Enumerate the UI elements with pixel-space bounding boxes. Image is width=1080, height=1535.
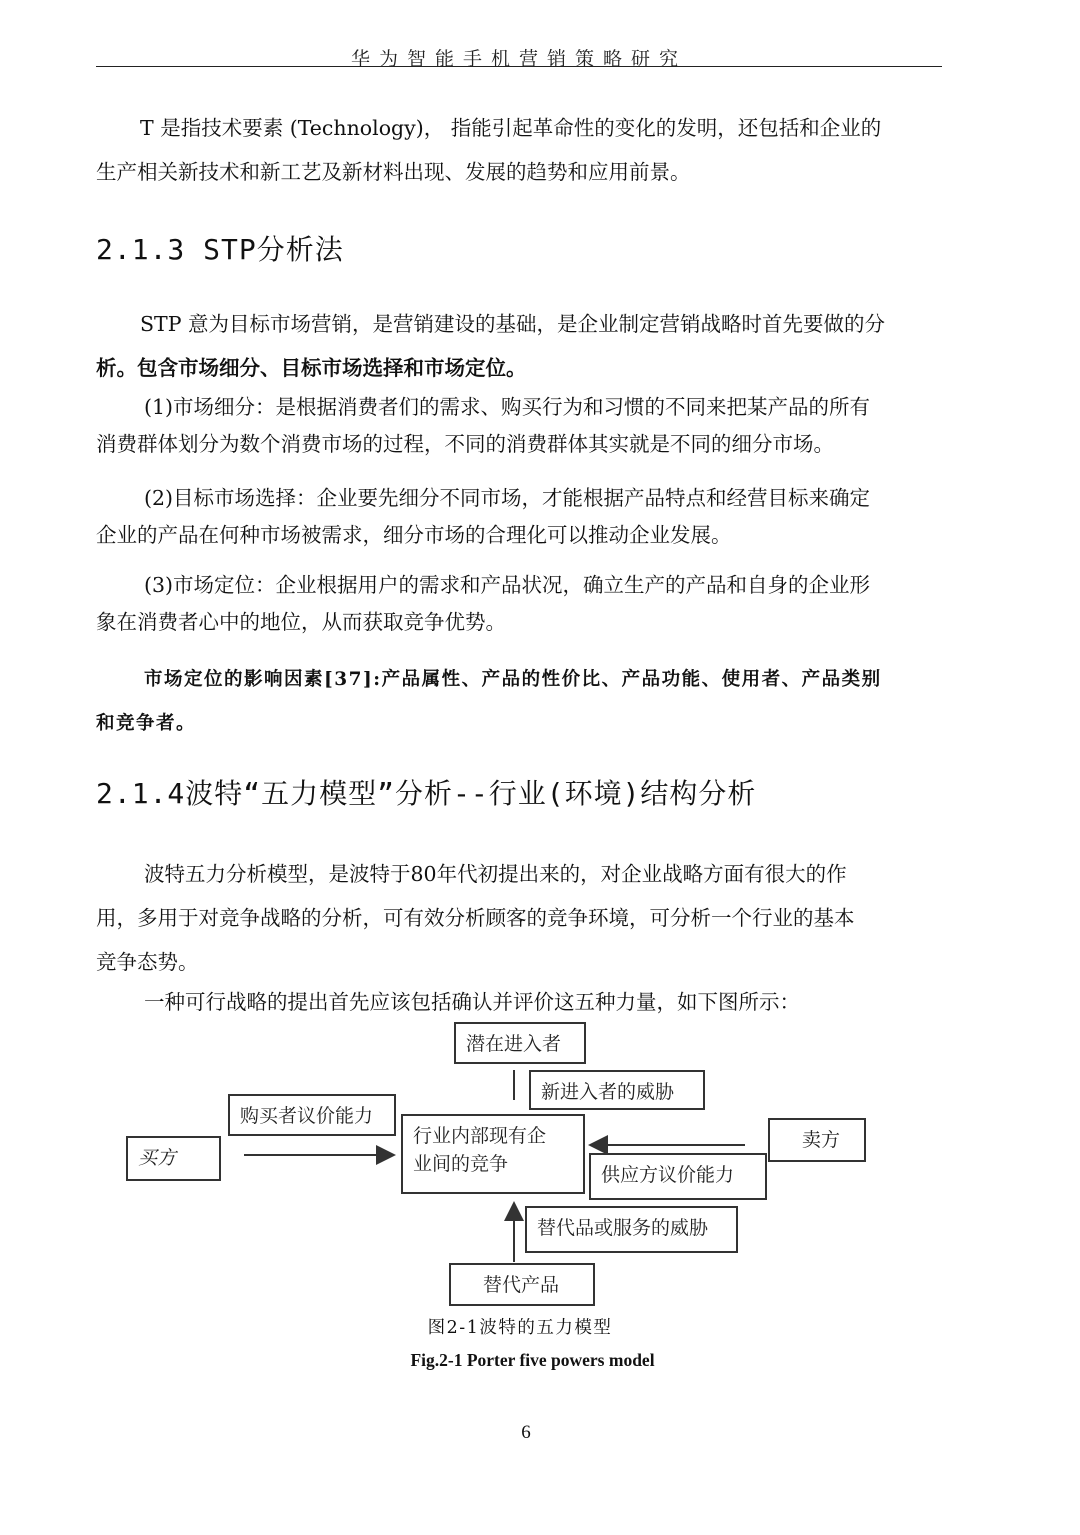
paragraph-line: T 是指技术要素 (Technology)， 指能引起革命性的变化的发明，还包括和企业的 [140, 116, 882, 140]
paragraph-line: 生产相关新技术和新工艺及新材料出现、发展的趋势和应用前景。 [96, 160, 691, 184]
section-heading-2-1-3: 2.1.3 STP分析法 [96, 233, 344, 266]
paragraph-line: 波特五力分析模型，是波特于80年代初提出来的，对企业战略方面有很大的作 [144, 862, 847, 886]
rivalry-line: 业间的竞争 [413, 1153, 509, 1175]
paragraph-line: 消费群体划分为数个消费市场的过程，不同的消费群体其实就是不同的细分市场。 [96, 432, 834, 456]
paragraph-line: (2)目标市场选择：企业要先细分不同市场，才能根据产品特点和经营目标来确定 [144, 486, 871, 510]
figure-caption-en: Fig.2-1 Porter five powers model [410, 1350, 655, 1370]
paragraph-porter-lead: 一种可行战略的提出首先应该包括确认并评价这五种力量，如下图所示： [144, 990, 800, 1014]
paragraph-line: (3)市场定位：企业根据用户的需求和产品状况，确立生产的产品和自身的企业形 [144, 573, 871, 597]
section-heading-2-1-4: 2.1.4波特“五力模型”分析--行业(环境)结构分析 [96, 777, 757, 810]
potential-entrants-box: 潜在进入者 [454, 1022, 586, 1064]
substitutes-box: 替代产品 [449, 1263, 595, 1306]
rivalry-line: 行业内部现有企 [413, 1125, 547, 1147]
paragraph-line: 用，多用于对竞争战略的分析，可有效分析顾客的竞争环境，可分析一个行业的基本 [96, 906, 855, 930]
paragraph-line: (1)市场细分：是根据消费者们的需求、购买行为和习惯的不同来把某产品的所有 [144, 395, 871, 419]
paragraph-line: 象在消费者心中的地位，从而获取竞争优势。 [96, 610, 506, 634]
paragraph-line: 析。包含市场细分、目标市场选择和市场定位。 [96, 356, 527, 380]
page-number: 6 [521, 1422, 531, 1443]
industry-rivalry-box [401, 1114, 585, 1194]
figure-caption-cn: 图2-1波特的五力模型 [427, 1318, 613, 1338]
paragraph-line: STP 意为目标市场营销，是营销建设的基础，是企业制定营销战略时首先要做的分 [140, 312, 886, 336]
paragraph-line: 市场定位的影响因素[37]:产品属性、产品的性价比、产品功能、使用者、产品类别 [144, 669, 882, 690]
new-entrants-threat-box: 新进入者的威胁 [529, 1070, 705, 1110]
paragraph-line: 竞争态势。 [96, 950, 199, 974]
substitute-threat-box: 替代品或服务的威胁 [525, 1206, 738, 1253]
seller-box: 卖方 [768, 1118, 866, 1162]
paragraph-line: 和竞争者。 [96, 713, 197, 734]
running-header: 华为智能手机营销策略研究 [350, 48, 687, 70]
supplier-bargaining-box: 供应方议价能力 [589, 1153, 767, 1200]
paragraph-line: 企业的产品在何种市场被需求，细分市场的合理化可以推动企业发展。 [96, 523, 732, 547]
buyer-box: 买方 [126, 1136, 221, 1181]
buyer-bargaining-box: 购买者议价能力 [228, 1094, 396, 1136]
